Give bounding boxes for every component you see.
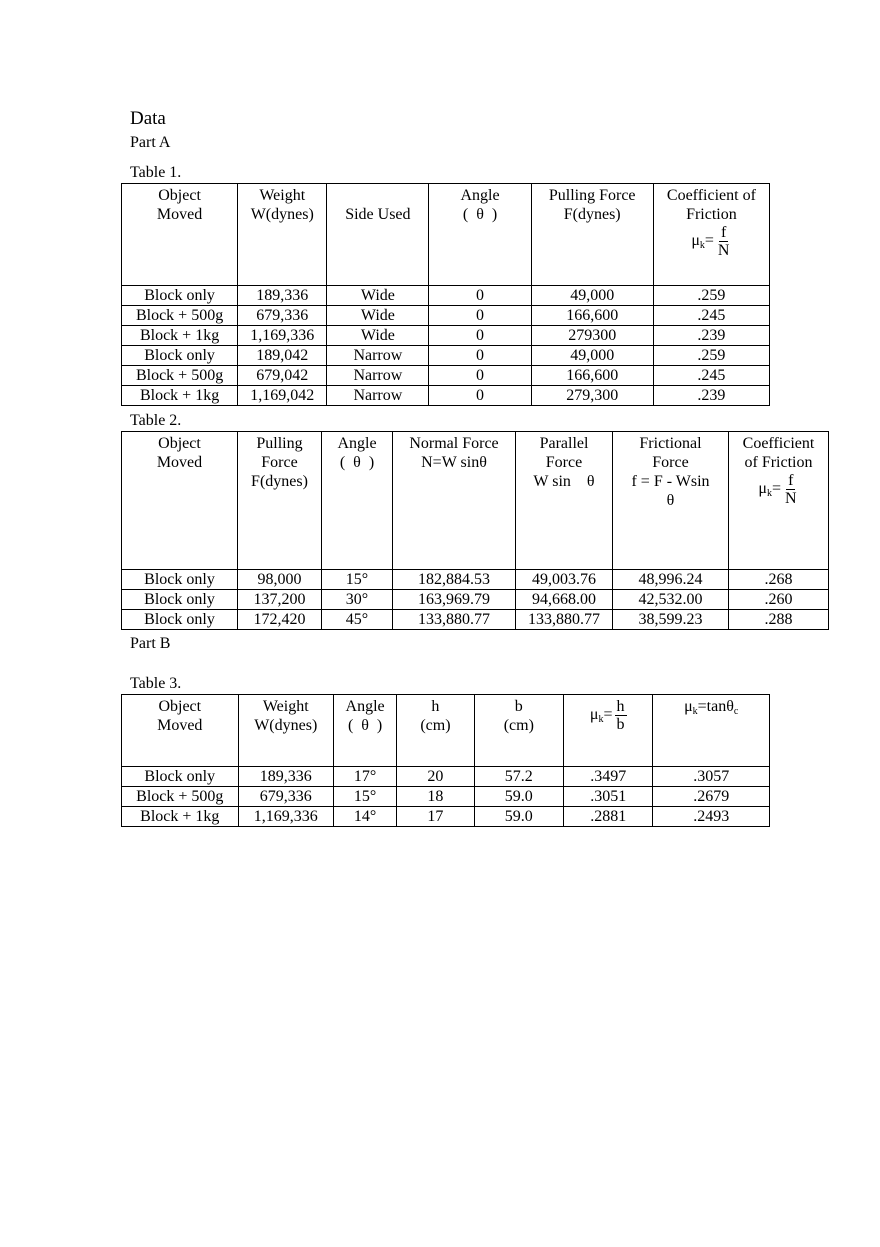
table-cell: 20 <box>397 767 474 787</box>
table-cell: Wide <box>327 326 429 346</box>
table-cell: Block + 1kg <box>122 807 239 827</box>
table3-caption: Table 3. <box>130 675 182 692</box>
part-b-label: Part B <box>130 635 171 652</box>
table1-header-row <box>122 184 770 286</box>
table3-header-b: b (cm) <box>474 695 563 767</box>
table-cell: 98,000 <box>238 570 322 590</box>
table-cell: 17° <box>333 767 396 787</box>
table-cell: 189,336 <box>238 767 333 787</box>
table2 <box>121 431 829 630</box>
table-cell: 0 <box>429 366 531 386</box>
table-cell: 59.0 <box>474 807 563 827</box>
table-cell: 15° <box>322 570 393 590</box>
table1-caption: Table 1. <box>130 164 182 181</box>
table3-header-weight: Weight W(dynes) <box>238 695 333 767</box>
table-cell: Block + 500g <box>122 306 238 326</box>
table-cell: 182,884.53 <box>393 570 516 590</box>
table2-header-object: Object Moved <box>122 432 238 570</box>
table-cell: Block only <box>122 767 239 787</box>
table-cell: 18 <box>397 787 474 807</box>
table-cell: 0 <box>429 306 531 326</box>
table-row <box>122 767 770 787</box>
table2-header-frictional-force: Frictional Force f = F - Wsin θ <box>613 432 729 570</box>
table-row <box>122 610 829 630</box>
table2-header-angle: Angle ( θ ) <box>322 432 393 570</box>
table-cell: 137,200 <box>238 590 322 610</box>
table-cell: Block only <box>122 590 238 610</box>
table-cell: .2493 <box>653 807 770 827</box>
table-cell: Block + 500g <box>122 366 238 386</box>
table-row <box>122 787 770 807</box>
table-cell: .239 <box>653 326 769 346</box>
table3-header-angle: Angle ( θ ) <box>333 695 396 767</box>
table-cell: .3497 <box>564 767 653 787</box>
table-row <box>122 286 770 306</box>
table-cell: 49,000 <box>531 346 653 366</box>
part-a-label: Part A <box>130 134 171 151</box>
table3-header-object: Object Moved <box>122 695 239 767</box>
table3-header-mu-tan <box>653 695 770 767</box>
table1-header-side: Side Used <box>327 184 429 286</box>
table2-caption: Table 2. <box>130 412 182 429</box>
table-cell: 279300 <box>531 326 653 346</box>
table-row <box>122 326 770 346</box>
table1-header-pulling-force: Pulling Force F(dynes) <box>531 184 653 286</box>
table-row <box>122 590 829 610</box>
table1-header-coefficient: Coefficient of Friction μk= $\frac{f}{N}$ <box>653 184 769 286</box>
table1 <box>121 183 770 406</box>
table-cell: 17 <box>397 807 474 827</box>
table-cell: Block + 500g <box>122 787 239 807</box>
table-cell: 0 <box>429 346 531 366</box>
table1-header-object: Object Moved <box>122 184 238 286</box>
table-cell: Wide <box>327 306 429 326</box>
table3 <box>121 694 770 827</box>
table-cell: 1,169,336 <box>238 326 327 346</box>
table-cell: .245 <box>653 366 769 386</box>
table-cell: 57.2 <box>474 767 563 787</box>
table-row <box>122 306 770 326</box>
table-cell: .2679 <box>653 787 770 807</box>
table-cell: Block only <box>122 610 238 630</box>
table3-header-h: h (cm) <box>397 695 474 767</box>
table-cell: .259 <box>653 286 769 306</box>
table-cell: 0 <box>429 286 531 306</box>
table-cell: 49,003.76 <box>516 570 613 590</box>
table-cell: 189,042 <box>238 346 327 366</box>
table-cell: .3051 <box>564 787 653 807</box>
table3-header-row <box>122 695 770 767</box>
table-cell: 133,880.77 <box>516 610 613 630</box>
table-cell: Narrow <box>327 386 429 406</box>
table1-header-angle: Angle ( θ ) <box>429 184 531 286</box>
table-cell: 48,996.24 <box>613 570 729 590</box>
table-cell: Narrow <box>327 366 429 386</box>
table2-header-row <box>122 432 829 570</box>
table-cell: Block only <box>122 570 238 590</box>
table-cell: 189,336 <box>238 286 327 306</box>
table-cell: .2881 <box>564 807 653 827</box>
table-cell: 59.0 <box>474 787 563 807</box>
table-cell: 166,600 <box>531 366 653 386</box>
table-cell: 1,169,336 <box>238 807 333 827</box>
table-cell: 0 <box>429 386 531 406</box>
table-cell: 133,880.77 <box>393 610 516 630</box>
table-cell: 45° <box>322 610 393 630</box>
table-cell: 42,532.00 <box>613 590 729 610</box>
table-cell: 38,599.23 <box>613 610 729 630</box>
table-cell: Block only <box>122 346 238 366</box>
table2-header-parallel-force: Parallel Force W sin θ <box>516 432 613 570</box>
table-cell: Block + 1kg <box>122 386 238 406</box>
table2-header-normal-force: Normal Force N=W sinθ <box>393 432 516 570</box>
table-cell: Block only <box>122 286 238 306</box>
table-row <box>122 366 770 386</box>
table-cell: 172,420 <box>238 610 322 630</box>
table-cell: .268 <box>729 570 829 590</box>
table-cell: 679,336 <box>238 787 333 807</box>
table-cell: .288 <box>729 610 829 630</box>
mu-formula: μk= $\frac{f}{N}$ <box>758 472 797 507</box>
table-row <box>122 346 770 366</box>
table-cell: Wide <box>327 286 429 306</box>
table-cell: .245 <box>653 306 769 326</box>
table-cell: Narrow <box>327 346 429 366</box>
table-row <box>122 386 770 406</box>
table-cell: 163,969.79 <box>393 590 516 610</box>
mu-formula: μk= $\frac{f}{N}$ <box>691 224 730 259</box>
table3-header-mu-hb <box>564 695 653 767</box>
table-cell: 15° <box>333 787 396 807</box>
table-cell: 30° <box>322 590 393 610</box>
table-cell: .239 <box>653 386 769 406</box>
table-cell: 94,668.00 <box>516 590 613 610</box>
table-cell: 679,336 <box>238 306 327 326</box>
table-cell: .260 <box>729 590 829 610</box>
table-cell: .259 <box>653 346 769 366</box>
table-row <box>122 807 770 827</box>
table-cell: 679,042 <box>238 366 327 386</box>
table-cell: 14° <box>333 807 396 827</box>
table-cell: 0 <box>429 326 531 346</box>
mu-tan-formula: μk=tanθc <box>684 698 739 717</box>
table-cell: 49,000 <box>531 286 653 306</box>
table2-header-coefficient: Coefficient of Friction μk= $\frac{f}{N}$ <box>729 432 829 570</box>
table2-header-pulling-force: Pulling Force F(dynes) <box>238 432 322 570</box>
table-cell: 1,169,042 <box>238 386 327 406</box>
mu-formula: μk= $\frac{h}{b}$ <box>589 698 625 733</box>
table-cell: Block + 1kg <box>122 326 238 346</box>
page-heading: Data <box>130 108 166 129</box>
table-cell: .3057 <box>653 767 770 787</box>
table1-header-weight: Weight W(dynes) <box>238 184 327 286</box>
table-cell: 279,300 <box>531 386 653 406</box>
table-cell: 166,600 <box>531 306 653 326</box>
table-row <box>122 570 829 590</box>
